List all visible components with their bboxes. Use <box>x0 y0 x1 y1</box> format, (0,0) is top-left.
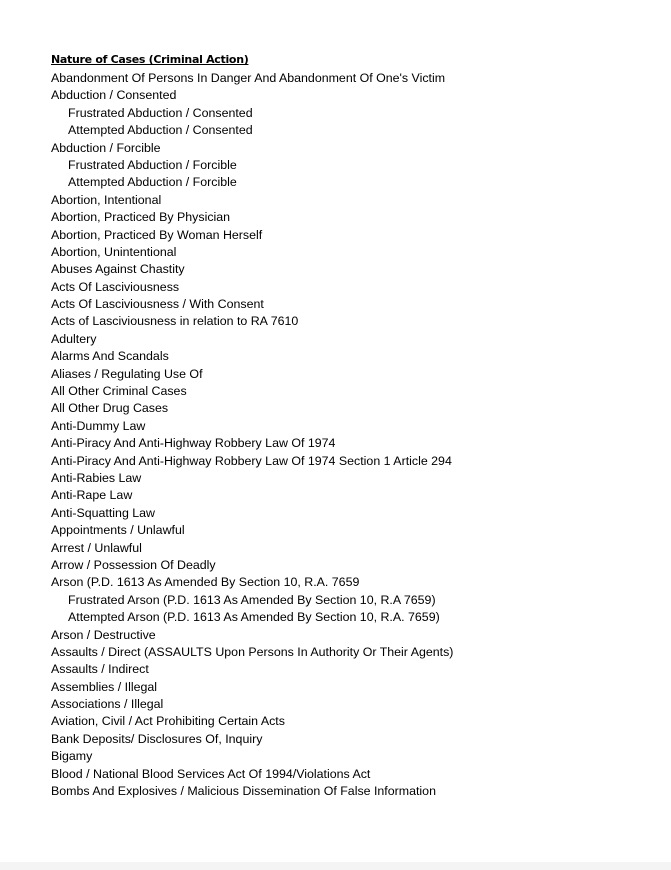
case-item: Arson (P.D. 1613 As Amended By Section 10, R.A. 7659 <box>51 575 360 590</box>
case-item: Anti-Piracy And Anti-Highway Robbery Law Of 1974 Section 1 Article 294 <box>51 453 452 468</box>
case-item: Acts Of Lasciviousness / With Consent <box>51 297 264 312</box>
case-item: Adultery <box>51 331 97 346</box>
case-subitem: Attempted Abduction / Consented <box>68 123 253 138</box>
case-subitem: Frustrated Arson (P.D. 1613 As Amended By Section 10, R.A 7659) <box>68 592 436 607</box>
case-item: Appointments / Unlawful <box>51 523 185 538</box>
case-item: Bombs And Explosives / Malicious Dissemination Of False Information <box>51 784 436 799</box>
case-item: Abortion, Practiced By Physician <box>51 210 231 225</box>
case-item: Anti-Squatting Law <box>51 505 156 520</box>
case-item: Bigamy <box>51 749 93 764</box>
case-item: Abduction / Consented <box>51 88 177 103</box>
case-item: Abortion, Intentional <box>51 192 162 207</box>
case-item: Blood / National Blood Services Act Of 1994/Violations Act <box>51 766 371 781</box>
case-item: Abortion, Unintentional <box>51 244 177 259</box>
case-item: Assaults / Direct (ASSAULTS Upon Persons In Authority Or Their Agents) <box>51 644 454 659</box>
case-item: Anti-Dummy Law <box>51 418 146 433</box>
document-heading: Nature of Cases (Criminal Action) <box>51 53 249 66</box>
case-item: Anti-Rape Law <box>51 488 133 503</box>
case-item: Arrest / Unlawful <box>51 540 142 555</box>
case-item: Bank Deposits/ Disclosures Of, Inquiry <box>51 731 263 746</box>
case-item: Alarms And Scandals <box>51 349 169 364</box>
case-subitem: Attempted Abduction / Forcible <box>68 175 237 190</box>
case-item: Arson / Destructive <box>51 627 156 642</box>
case-item: Assemblies / Illegal <box>51 679 158 694</box>
case-item: Aliases / Regulating Use Of <box>51 366 203 381</box>
case-item: Associations / Illegal <box>51 697 164 712</box>
case-item: Aviation, Civil / Act Prohibiting Certain Acts <box>51 714 285 729</box>
case-subitem: Frustrated Abduction / Consented <box>68 105 253 120</box>
case-item: Arrow / Possession Of Deadly <box>51 557 216 572</box>
case-list <box>51 70 453 800</box>
case-item: Assaults / Indirect <box>51 662 149 677</box>
case-item: Anti-Piracy And Anti-Highway Robbery Law Of 1974 <box>51 436 336 451</box>
case-subitem: Frustrated Abduction / Forcible <box>68 157 237 172</box>
page-bottom-edge <box>0 862 671 870</box>
case-item: Abuses Against Chastity <box>51 262 185 277</box>
case-item: All Other Drug Cases <box>51 401 169 416</box>
case-item: Abduction / Forcible <box>51 140 161 155</box>
case-item: Acts of Lasciviousness in relation to RA 7610 <box>51 314 299 329</box>
case-item: Abandonment Of Persons In Danger And Abandonment Of One's Victim <box>51 71 446 85</box>
case-item: Abortion, Practiced By Woman Herself <box>51 227 263 242</box>
case-item: Anti-Rabies Law <box>51 470 142 485</box>
case-item: All Other Criminal Cases <box>51 384 187 399</box>
case-item: Acts Of Lasciviousness <box>51 279 180 294</box>
case-subitem: Attempted Arson (P.D. 1613 As Amended By Section 10, R.A. 7659) <box>68 610 440 625</box>
